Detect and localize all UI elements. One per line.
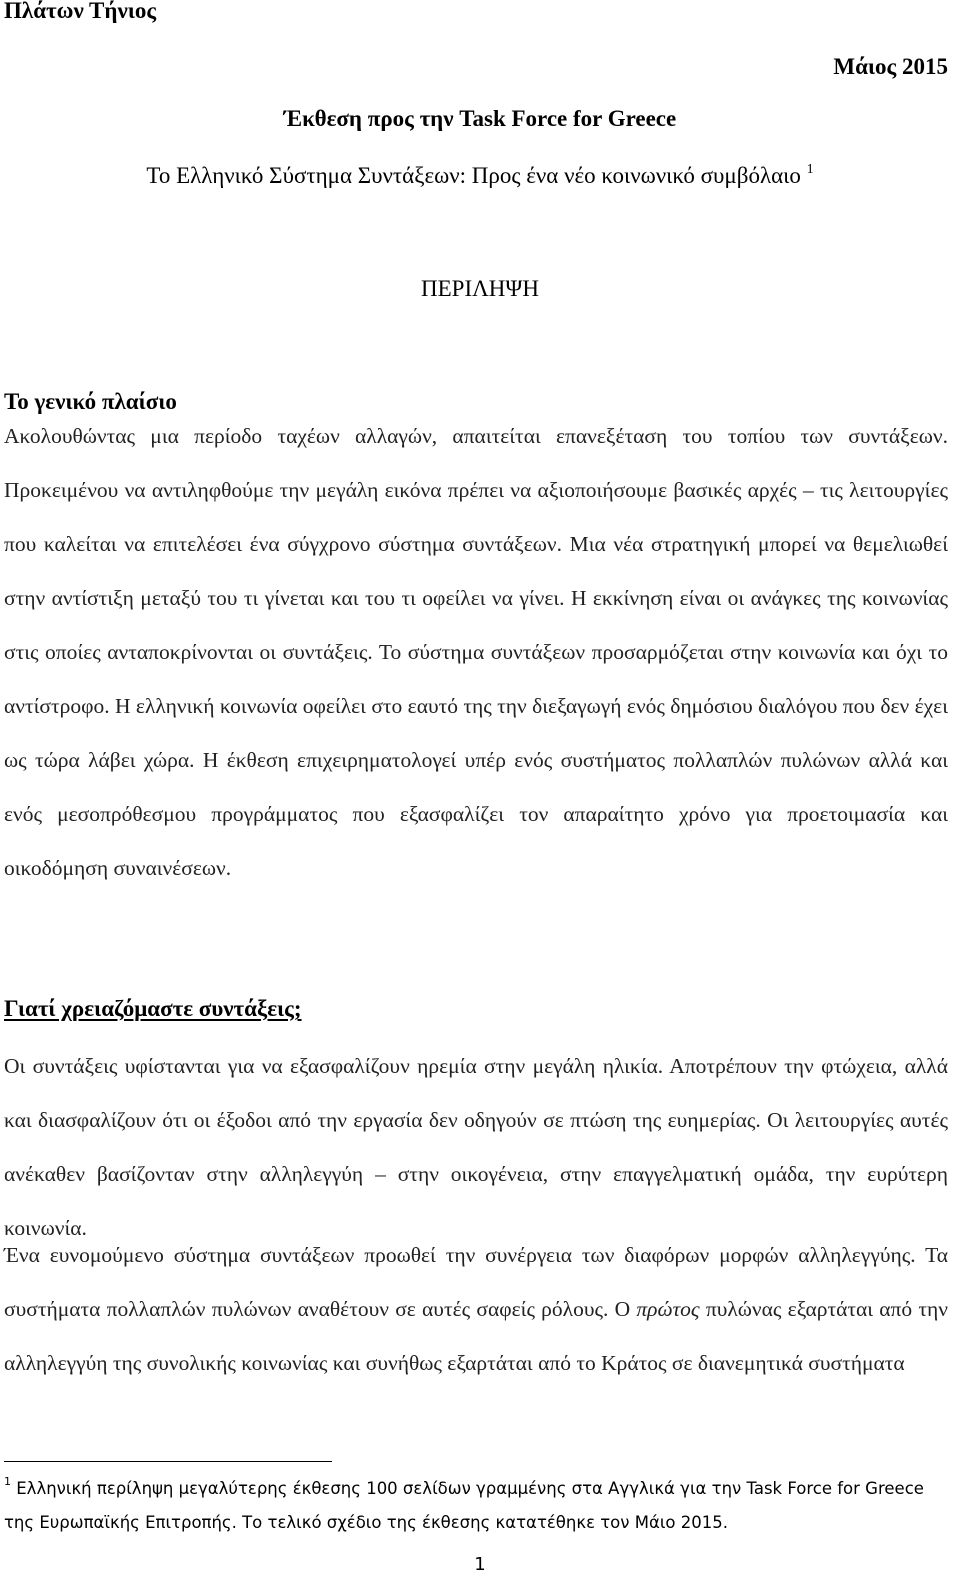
- report-date: Μάιος 2015: [833, 54, 948, 79]
- paragraph-text: πυλώνας εξαρτάται από την αλληλεγγύη της συνολικής κοινωνίας και συνήθως εξαρτάται από το Κράτος σε διανεμητικά συστήματα: [4, 1297, 948, 1375]
- paragraph-why-pensions-2: [4, 1228, 948, 1390]
- author-name: Πλάτων Τήνιος: [4, 0, 157, 23]
- emphasized-word: πρώτος: [636, 1297, 700, 1321]
- footnote: [4, 1465, 948, 1540]
- section-heading-general-framework: Το γενικό πλαίσιο: [4, 389, 177, 414]
- paragraph-general-framework: Ακολουθώντας μια περίοδο ταχέων αλλαγών, απαιτείται επανεξέταση του τοπίου των συντάξεων. Προκειμένου να αντιληφθούμε την μεγάλη εικόνα πρέπει να αξιοποιήσουμε βασικές αρχές – τις λειτουργίες που καλείται να επιτελέσει ένα σύγχρονο σύστημα συντάξεων. Μια νέα στρατηγική μπορεί να θεμελιωθεί στην αντίστιξη μεταξύ του τι γίνεται και του τι οφείλει να γίνει. Η εκκίνηση είναι οι ανάγκες της κοινωνίας στις οποίες ανταποκρίνονται οι συντάξεις. Το σύστημα συντάξεων προσαρμόζεται στην κοινωνία και όχι το αντίστροφο. Η ελληνική κοινωνία οφείλει στο εαυτό της την διεξαγωγή ενός δημόσιου διαλόγου που δεν έχει ως τώρα λάβει χώρα. Η έκθεση επιχειρηματολογεί υπέρ ενός συστήματος πολλαπλών πυλώνων αλλά και ενός μεσοπρόθεσμου προγράμματος που εξασφαλίζει τον απαραίτητο χρόνο για προετοιμασία και οικοδόμηση συναινέσεων.: [4, 424, 948, 880]
- report-subtitle: [0, 162, 960, 189]
- footnote-separator: [4, 1461, 332, 1462]
- report-title: Έκθεση προς την Task Force for Greece: [283, 106, 677, 131]
- paragraph-text: Ένα ευνομούμενο σύστημα συντάξεων προωθεί την συνέργεια των διαφόρων μορφών αλληλεγγύης. Τα συστήματα πολλαπλών πυλώνων αναθέτουν σε αυτές σαφείς ρόλους. Ο: [4, 1243, 948, 1321]
- summary-heading: ΠΕΡΙΛΗΨΗ: [421, 276, 539, 301]
- footnote-number: 1: [4, 1475, 11, 1488]
- page-number: 1: [474, 1554, 486, 1575]
- paragraph-why-pensions-1: Οι συντάξεις υφίστανται για να εξασφαλίζουν ηρεμία στην μεγάλη ηλικία. Αποτρέπουν την φτώχεια, αλλά και διασφαλίζουν ότι οι έξοδοι από την εργασία δεν οδηγούν σε πτώση της ευημερίας. Οι λειτουργίες αυτές ανέκαθεν βασίζονταν στην αλληλεγγύη – στην οικογένεια, στην επαγγελματική ομάδα, την ευρύτερη κοινωνία.: [4, 1054, 948, 1240]
- footnote-text: Ελληνική περίληψη μεγαλύτερης έκθεσης 100 σελίδων γραμμένης στα Αγγλικά για την Task Force for Greece της Ευρωπαϊκής Επιτροπής. Το τελικό σχέδιο της έκθεσης κατατέθηκε τον Μάιο 2015.: [4, 1479, 924, 1532]
- section-heading-why-pensions: Γιατί χρειαζόμαστε συντάξεις;: [4, 996, 302, 1021]
- report-subtitle-text: Το Ελληνικό Σύστημα Συντάξεων: Προς ένα νέο κοινωνικό συμβόλαιο: [146, 163, 801, 188]
- footnote-reference: 1: [806, 162, 814, 177]
